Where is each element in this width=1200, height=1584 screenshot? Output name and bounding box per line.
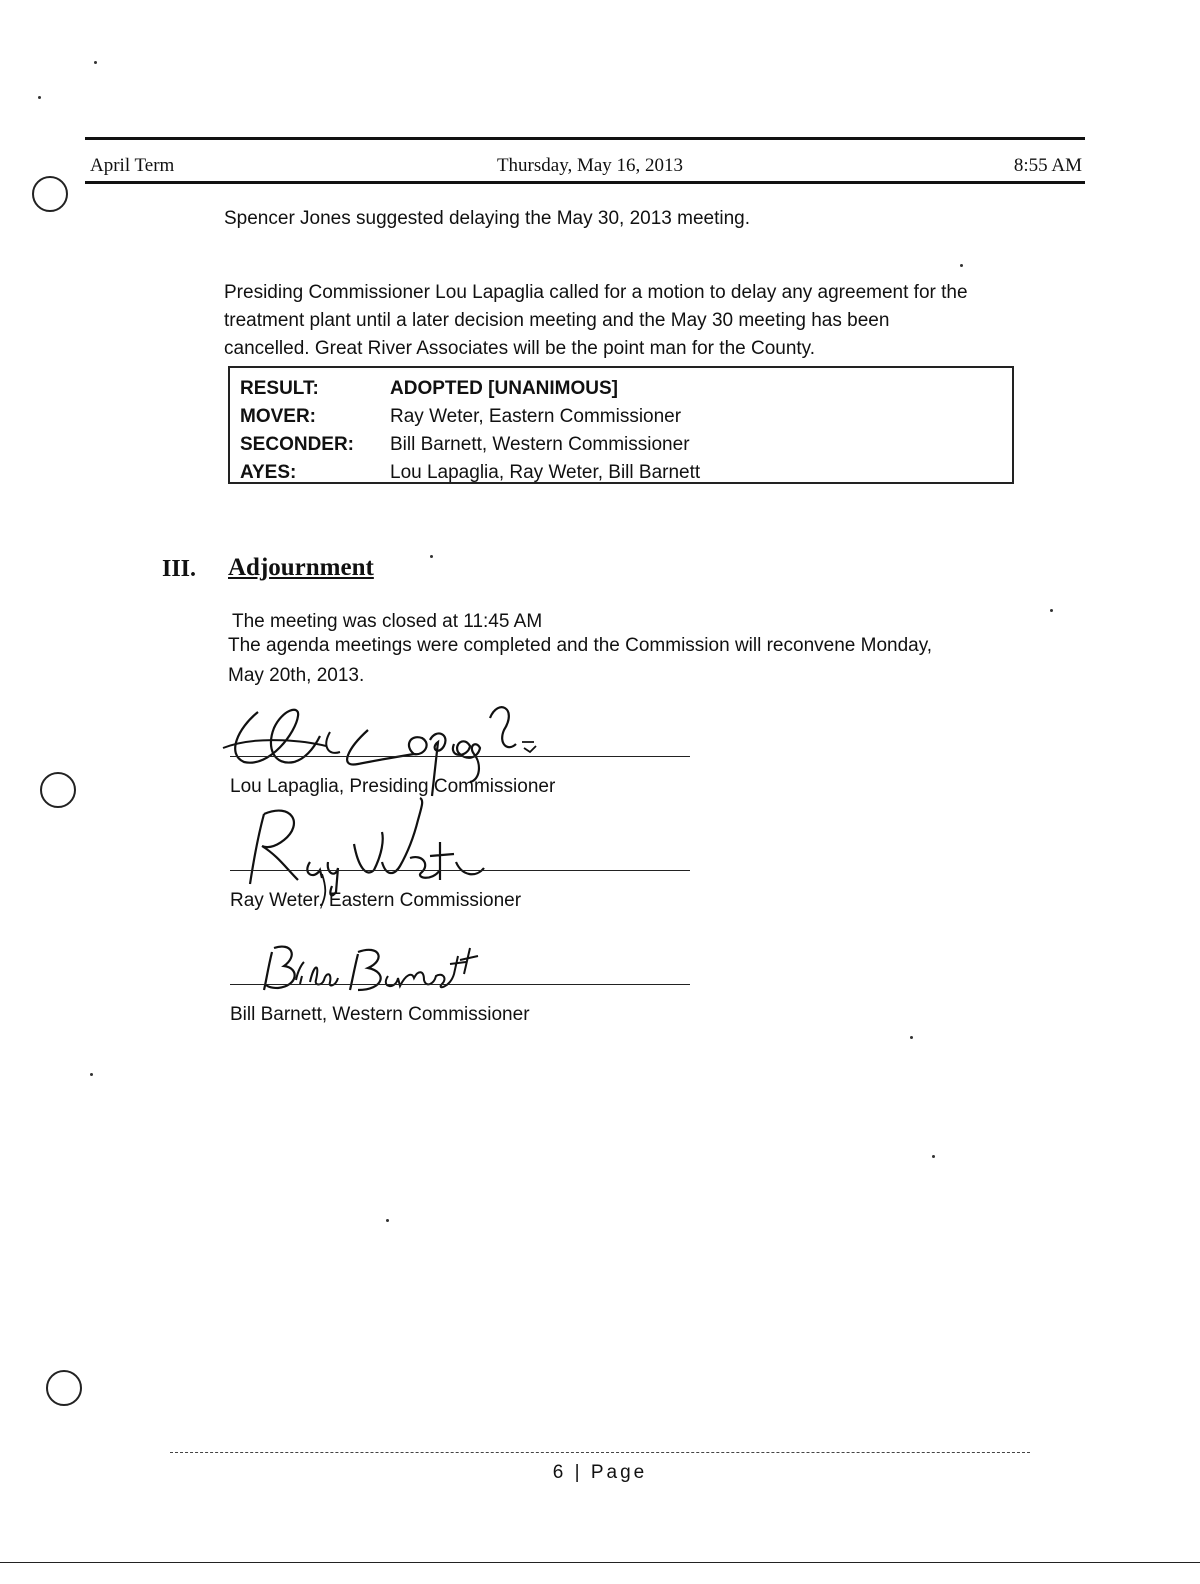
section-number: III. (162, 556, 197, 582)
scan-speck (94, 61, 97, 64)
scan-speck (90, 1073, 93, 1076)
header-date: Thursday, May 16, 2013 (496, 155, 684, 176)
adjournment-line-3: May 20th, 2013. (228, 665, 365, 686)
header-time: 8:55 AM (1013, 155, 1082, 176)
vote-value: ADOPTED [UNANIMOUS] (390, 378, 618, 399)
header-term: April Term (90, 155, 175, 176)
signature-line-1 (230, 756, 690, 757)
signature-line-3 (230, 984, 690, 985)
signatory-name-3: Bill Barnett, Western Commissioner (230, 1004, 530, 1025)
vote-value: Lou Lapaglia, Ray Weter, Bill Barnett (390, 462, 701, 483)
footer-rule (170, 1452, 1030, 1453)
adjournment-line-2: The agenda meetings were completed and the Commission will reconvene Monday, (228, 635, 933, 656)
vote-label: SECONDER: (240, 434, 355, 455)
vote-label: RESULT: (240, 378, 319, 399)
scan-speck (38, 96, 41, 99)
vote-result-box (228, 366, 1014, 484)
scan-speck (960, 264, 963, 267)
vote-label: AYES: (240, 462, 297, 483)
page-bottom-edge (0, 1562, 1200, 1563)
scan-speck (430, 555, 433, 558)
vote-value: Bill Barnett, Western Commissioner (390, 434, 690, 455)
paragraph-suggestion: Spencer Jones suggested delaying the May 30, 2013 meeting. (224, 208, 751, 229)
scan-speck (386, 1219, 389, 1222)
paragraph-motion-line-1: Presiding Commissioner Lou Lapaglia called for a motion to delay any agreement for the (224, 282, 968, 303)
punch-hole-middle (40, 772, 76, 808)
signatory-name-1: Lou Lapaglia, Presiding Commissioner (230, 776, 556, 797)
signature-line-2 (230, 870, 690, 871)
vote-value: Ray Weter, Eastern Commissioner (390, 406, 682, 427)
section-title: Adjournment (228, 554, 374, 581)
vote-label: MOVER: (240, 406, 316, 427)
punch-hole-top (32, 176, 68, 212)
punch-hole-bottom (46, 1370, 82, 1406)
header-bottom-rule (85, 181, 1085, 184)
scan-speck (1050, 609, 1053, 612)
scan-speck (910, 1036, 913, 1039)
paragraph-motion-line-3: cancelled. Great River Associates will be the point man for the County. (224, 338, 816, 359)
signature-bill-barnett (218, 934, 518, 1004)
adjournment-line-1: The meeting was closed at 11:45 AM (232, 611, 543, 632)
paragraph-motion-line-2: treatment plant until a later decision meeting and the May 30 meeting has been (224, 310, 890, 331)
scan-speck (932, 1155, 935, 1158)
header-top-rule (85, 137, 1085, 140)
page-number: 6 | Page (552, 1462, 648, 1483)
signatory-name-2: Ray Weter, Eastern Commissioner (230, 890, 522, 911)
